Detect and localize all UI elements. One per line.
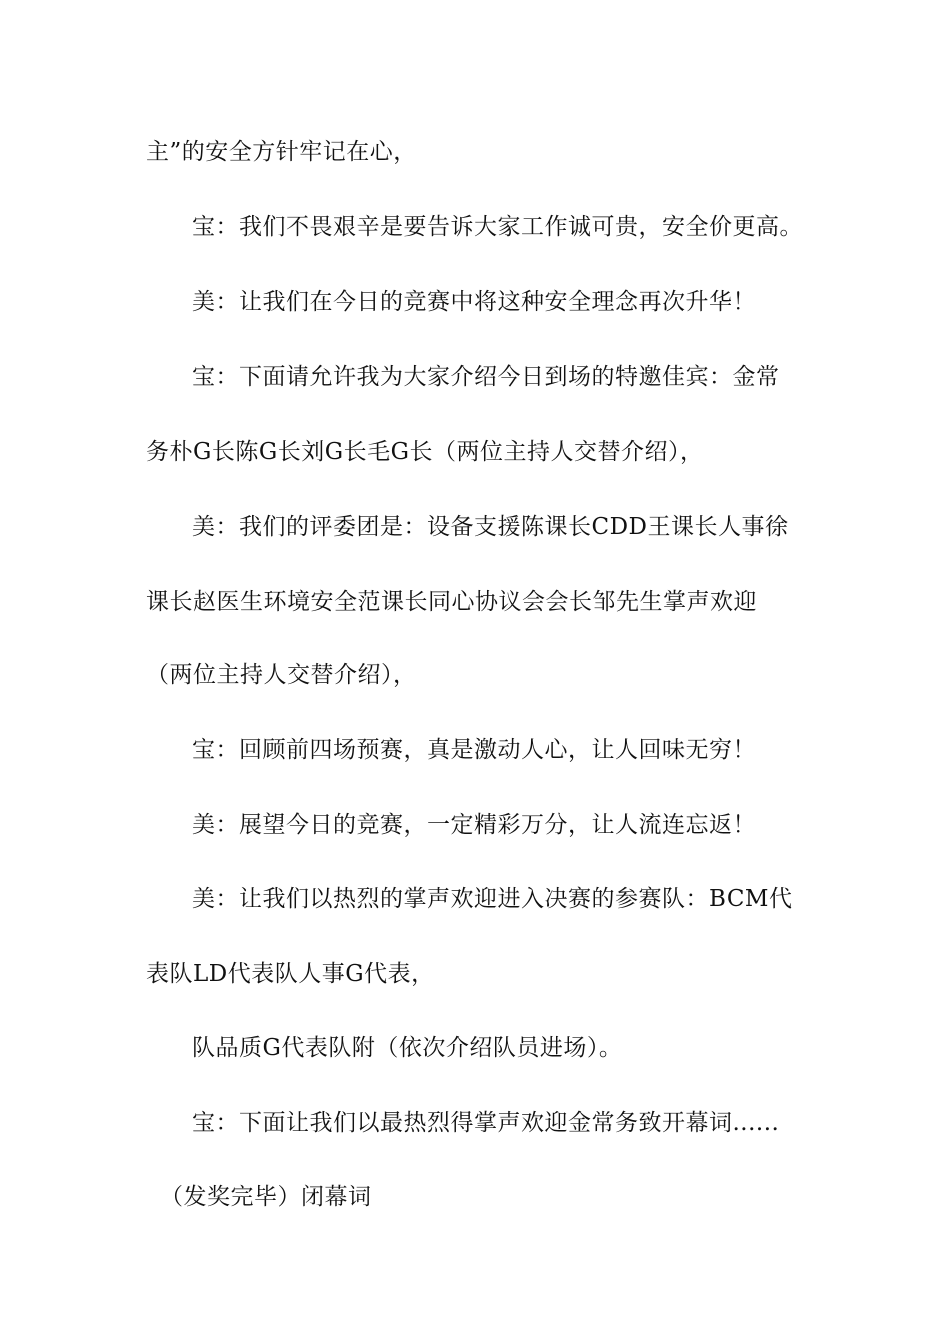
text-line: （两位主持人交替介绍）， — [146, 662, 417, 688]
text-line: 宝：我们不畏艰辛是要告诉大家工作诚可贵，安全价更高。 — [192, 214, 803, 240]
text-line: 美：让我们以热烈的掌声欢迎进入决赛的参赛队：BCM代 — [192, 886, 793, 912]
text-line: 美：让我们在今日的竞赛中将这种安全理念再次升华！ — [192, 289, 756, 315]
text-line: 宝：下面让我们以最热烈得掌声欢迎金常务致开幕词...... — [192, 1110, 780, 1136]
text-line: 表队LD代表队人事G代表， — [146, 961, 435, 987]
text-line: 美：展望今日的竞赛，一定精彩万分，让人流连忘返！ — [192, 812, 756, 838]
text-line: 主”的安全方针牢记在心， — [146, 139, 417, 165]
text-line: 美：我们的评委团是：设备支援陈课长CDD王课长人事徐 — [192, 514, 789, 540]
text-line: 宝：下面请允许我为大家介绍今日到场的特邀佳宾：金常 — [192, 364, 780, 390]
text-line: 课长赵医生环境安全范课长同心协议会会长邹先生掌声欢迎 — [146, 589, 757, 615]
text-line: 队品质G代表队附（依次介绍队员进场）。 — [192, 1035, 623, 1061]
text-line: （发奖完毕）闭幕词 — [160, 1184, 372, 1210]
text-line: 宝：回顾前四场预赛，真是激动人心，让人回味无穷！ — [192, 737, 756, 763]
text-line: 务朴G长陈G长刘G长毛G长（两位主持人交替介绍）， — [146, 439, 704, 465]
